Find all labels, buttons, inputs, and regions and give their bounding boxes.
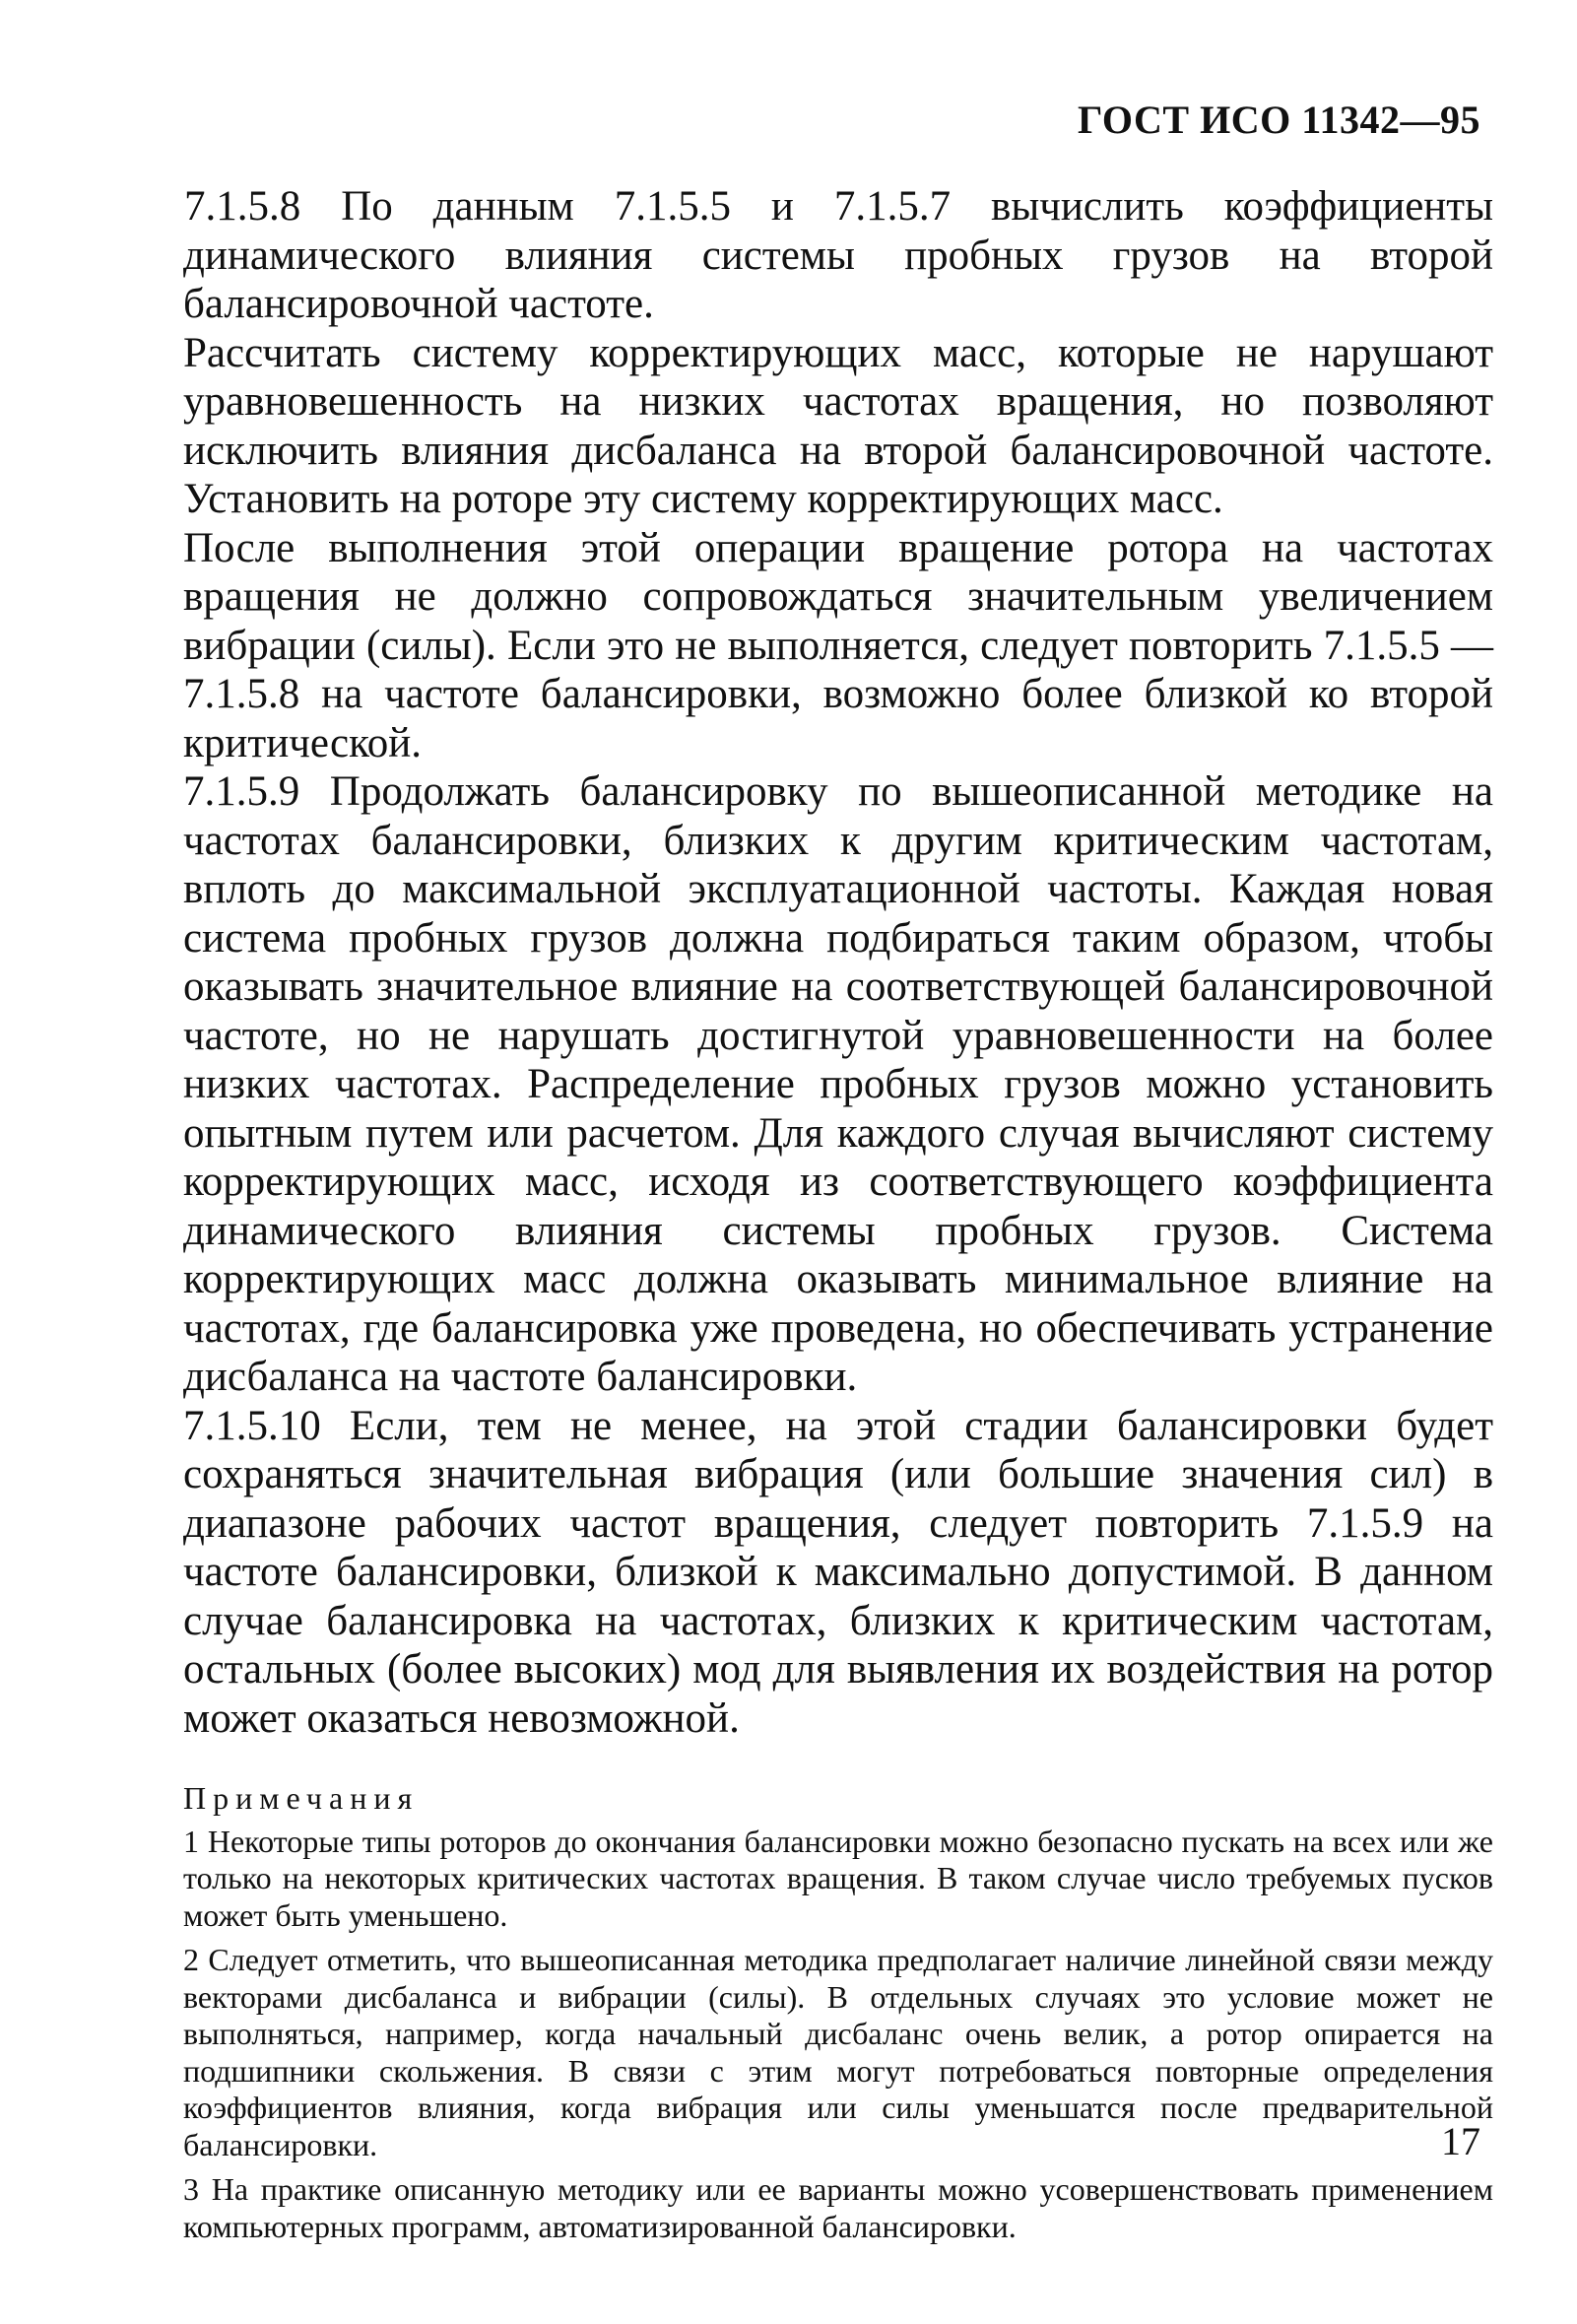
note-item: 3 На практике описанную методику или ее варианты можно усовершенствовать применением компьютерных программ, автоматизированной балансировки.	[183, 2171, 1493, 2244]
note-item: 1 Некоторые типы роторов до окончания балансировки можно безопасно пускать на всех или же только на некоторых критических частотах вращения. В таком случае число требуемых пусков может быть уменьшено.	[183, 1823, 1493, 1933]
page-number: 17	[1441, 2119, 1480, 2163]
paragraph-correcting-masses: Рассчитать систему корректирующих масс, которые не нарушают уравновешенность на низких частотах вращения, но позволяют исключить влияния дисбаланса на второй балансировочной частоте. Установить на роторе эту систему корректирующих масс.	[183, 329, 1493, 522]
standard-header: ГОСТ ИСО 11342—95	[1077, 98, 1480, 142]
document-body	[183, 182, 1493, 2253]
notes-section	[183, 1780, 1493, 2245]
paragraph-7-1-5-9: 7.1.5.9 Продолжать балансировку по вышеописанной методике на частотах балансировки, близких к другим критическим частотам, вплоть до максимальной эксплуатационной частоты. Каждая новая система пробных грузов должна подбираться таким образом, чтобы оказывать значительное влияние на соответствующей балансировочной частоте, но не нарушать достигнутой уравновешенности на более низких частотах. Распределение пробных грузов можно установить опытным путем или расчетом. Для каждого случая вычисляют систему корректирующих масс, исходя из соответствующего коэффициента динамического влияния системы пробных грузов. Система корректирующих масс должна оказывать минимальное влияние на частотах, где балансировка уже проведена, но обеспечивать устранение дисбаланса на частоте балансировки.	[183, 768, 1493, 1400]
notes-title: Примечания	[183, 1780, 420, 1816]
paragraph-after-operation: После выполнения этой операции вращение ротора на частотах вращения не должно сопровождаться значительным увеличением вибрации (силы). Если это не выполняется, следует повторить 7.1.5.5 — 7.1.5.8 на частоте балансировки, возможно более близкой ко второй критической.	[183, 524, 1493, 766]
paragraph-7-1-5-8: 7.1.5.8 По данным 7.1.5.5 и 7.1.5.7 вычислить коэффициенты динамического влияния системы пробных грузов на второй балансировочной частоте.	[183, 183, 1493, 327]
paragraph-7-1-5-10: 7.1.5.10 Если, тем не менее, на этой стадии балансировки будет сохраняться значительная вибрация (или большие значения сил) в диапазоне рабочих частот вращения, следует повторить 7.1.5.9 на частоте балансировки, близкой к максимально допустимой. В данном случае балансировка на частотах, близких к критическим частотам, остальных (более высоких) мод для выявления их воздействия на ротор может оказаться невозможной.	[183, 1402, 1493, 1742]
note-item: 2 Следует отметить, что вышеописанная методика предполагает наличие линейной связи между векторами дисбаланса и вибрации (силы). В отдельных случаях это условие может не выполняться, например, когда начальный дисбаланс очень велик, а ротор опирается на подшипники скольжения. В связи с этим могут потребоваться повторные определения коэффициентов влияния, когда вибрация или силы уменьшатся после предварительной балансировки.	[183, 1942, 1493, 2162]
